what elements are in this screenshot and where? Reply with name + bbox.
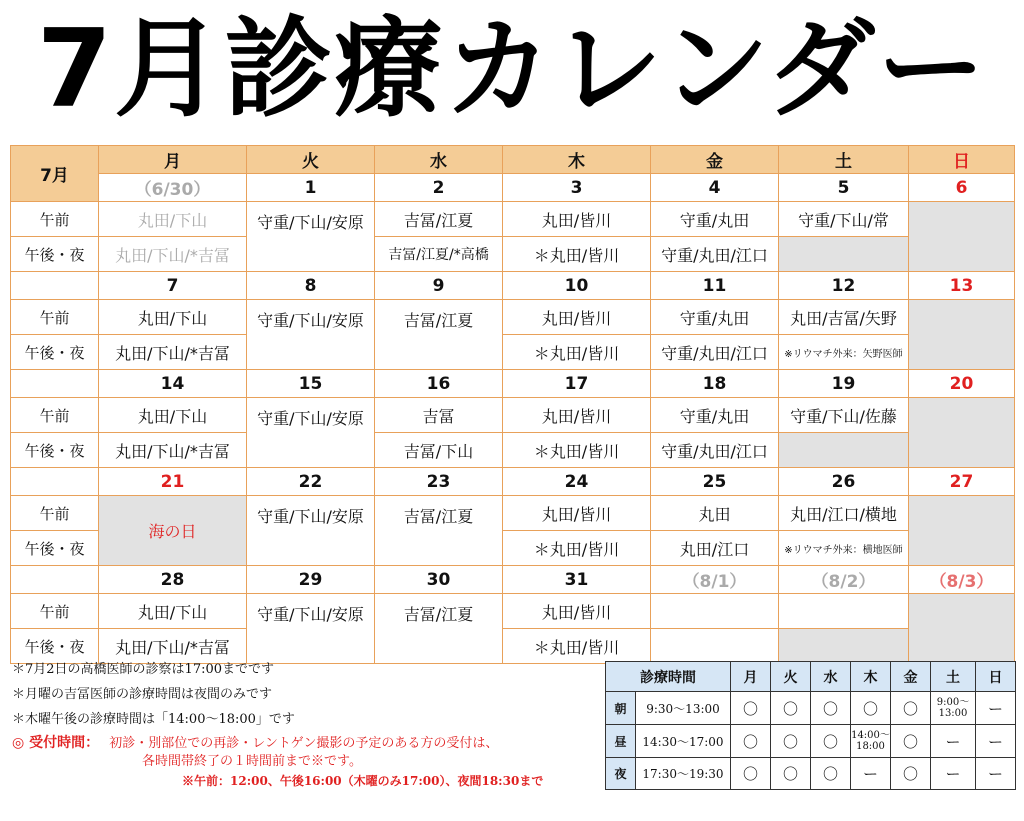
schedule-cell-pm <box>779 433 909 468</box>
schedule-cell-am: 丸田/皆川 <box>503 594 651 629</box>
hours-row <box>606 725 1016 758</box>
hours-mark: 〇 <box>731 692 771 725</box>
date-cell: （8/2） <box>779 566 909 594</box>
schedule-cell-am: 丸田/皆川 <box>503 300 651 335</box>
am-row <box>11 496 1015 531</box>
schedule-cell-am: 守重/丸田 <box>651 300 779 335</box>
schedule-cell-am: 丸田/下山 <box>99 398 247 433</box>
hours-slot: 朝 <box>606 692 636 725</box>
schedule-cell-pm <box>779 237 909 272</box>
schedule-cell-pm: ＊丸田/皆川 <box>503 531 651 566</box>
date-cell: 2 <box>375 174 503 202</box>
weekday-1: 火 <box>247 146 375 174</box>
date-cell: 22 <box>247 468 375 496</box>
schedule-cell-am <box>651 594 779 629</box>
holiday-cell: 海の日 <box>99 496 247 566</box>
date-cell: 3 <box>503 174 651 202</box>
hours-mark: 〇 <box>731 725 771 758</box>
hours-mark: 〇 <box>891 692 931 725</box>
date-cell: 12 <box>779 272 909 300</box>
date-cell: （8/1） <box>651 566 779 594</box>
date-cell: 23 <box>375 468 503 496</box>
schedule-cell-am: 丸田/皆川 <box>503 496 651 531</box>
hours-day-0: 月 <box>731 662 771 692</box>
schedule-cell-pm: 守重/丸田/江口 <box>651 237 779 272</box>
date-cell: 1 <box>247 174 375 202</box>
date-cell: 24 <box>503 468 651 496</box>
pm-label: 午後・夜 <box>11 629 99 664</box>
weekday-5: 土 <box>779 146 909 174</box>
hours-mark: 〇 <box>731 758 771 790</box>
date-cell: 19 <box>779 370 909 398</box>
schedule-cell-pm: ＊丸田/皆川 <box>503 629 651 664</box>
am-row <box>11 300 1015 335</box>
pm-row <box>11 433 1015 468</box>
schedule-cell-pm: ＊丸田/皆川 <box>503 335 651 370</box>
hours-table <box>605 661 1016 790</box>
date-row-spacer <box>11 370 99 398</box>
schedule-cell-am: 守重/下山/安原 <box>247 594 375 664</box>
schedule-cell-pm: ＊丸田/皆川 <box>503 433 651 468</box>
reception-label: ◎ 受付時間： <box>12 735 100 751</box>
date-cell: 11 <box>651 272 779 300</box>
hours-mark: ー <box>931 758 976 790</box>
note-thursday: ＊木曜午後の診療時間は「14:00～18:00」です <box>12 712 295 727</box>
date-cell: 29 <box>247 566 375 594</box>
hours-time: 17:30～19:30 <box>636 758 731 790</box>
schedule-cell-am: 丸田/皆川 <box>503 202 651 237</box>
date-cell: 28 <box>99 566 247 594</box>
date-row-spacer <box>11 566 99 594</box>
reception-block <box>12 732 498 752</box>
schedule-cell-am: 吉冨/江夏 <box>375 496 503 566</box>
month-label: 7月 <box>11 146 99 202</box>
schedule-cell-am: 守重/下山/安原 <box>247 398 375 468</box>
pm-label: 午後・夜 <box>11 335 99 370</box>
closed-cell <box>909 202 1015 272</box>
schedule-cell-pm: 吉冨/下山 <box>375 433 503 468</box>
hours-day-1: 火 <box>771 662 811 692</box>
schedule-cell-am: 吉冨/江夏 <box>375 594 503 664</box>
schedule-cell-pm: 丸田/下山/*吉冨 <box>99 335 247 370</box>
date-cell: 25 <box>651 468 779 496</box>
date-cell: 21 <box>99 468 247 496</box>
page-title: 7月診療カレンダー <box>36 7 988 132</box>
hours-mark: ー <box>931 725 976 758</box>
am-row <box>11 202 1015 237</box>
schedule-cell-am: 丸田/下山 <box>99 300 247 335</box>
hours-day-4: 金 <box>891 662 931 692</box>
hours-mark: ー <box>976 692 1016 725</box>
schedule-cell-am: 吉冨 <box>375 398 503 433</box>
date-cell: 4 <box>651 174 779 202</box>
date-cell: 8 <box>247 272 375 300</box>
schedule-cell-pm: ※リウマチ外来：横地医師 <box>779 531 909 566</box>
hours-mark: 〇 <box>771 725 811 758</box>
hours-slot: 昼 <box>606 725 636 758</box>
hours-mark: 〇 <box>771 692 811 725</box>
date-row <box>11 370 1015 398</box>
date-cell: 7 <box>99 272 247 300</box>
weekday-4: 金 <box>651 146 779 174</box>
date-cell: 18 <box>651 370 779 398</box>
date-cell: （8/3） <box>909 566 1015 594</box>
schedule-cell-am: 守重/丸田 <box>651 202 779 237</box>
date-cell: 20 <box>909 370 1015 398</box>
date-cell: 27 <box>909 468 1015 496</box>
schedule-cell-pm: 守重/丸田/江口 <box>651 433 779 468</box>
schedule-cell-pm: 丸田/江口 <box>651 531 779 566</box>
reception-line-1: 初診・別部位での再診・レントゲン撮影の予定のある方の受付は、 <box>109 736 499 751</box>
hours-day-3: 木 <box>851 662 891 692</box>
am-label: 午前 <box>11 202 99 237</box>
date-cell: 30 <box>375 566 503 594</box>
date-cell: （6/30） <box>99 174 247 202</box>
hours-time: 9:30～13:00 <box>636 692 731 725</box>
weekday-3: 木 <box>503 146 651 174</box>
schedule-cell-am: 守重/下山/安原 <box>247 496 375 566</box>
schedule-cell-pm <box>651 629 779 664</box>
closed-cell <box>909 496 1015 566</box>
schedule-cell-pm: ※リウマチ外来：矢野医師 <box>779 335 909 370</box>
weekday-0: 月 <box>99 146 247 174</box>
date-row <box>11 272 1015 300</box>
hours-mark: ー <box>976 758 1016 790</box>
reception-times: ※午前：12:00、午後16:00（木曜のみ17:00）、夜間18:30まで <box>182 774 544 788</box>
hours-mark: 〇 <box>811 758 851 790</box>
date-row-spacer <box>11 272 99 300</box>
schedule-cell-am: 丸田/江口/横地 <box>779 496 909 531</box>
am-label: 午前 <box>11 594 99 629</box>
schedule-cell-pm: 丸田/下山/*吉冨 <box>99 433 247 468</box>
am-row <box>11 594 1015 629</box>
schedule-cell-am: 吉冨/江夏 <box>375 300 503 370</box>
hours-mark: ー <box>976 725 1016 758</box>
hours-day-5: 土 <box>931 662 976 692</box>
hours-row <box>606 758 1016 790</box>
schedule-cell-am: 守重/下山/佐藤 <box>779 398 909 433</box>
hours-mark: 〇 <box>811 692 851 725</box>
date-cell: 16 <box>375 370 503 398</box>
hours-row <box>606 692 1016 725</box>
schedule-cell-am: 丸田/吉冨/矢野 <box>779 300 909 335</box>
hours-mark: 〇 <box>851 692 891 725</box>
schedule-cell-am: 守重/下山/安原 <box>247 300 375 370</box>
pm-label: 午後・夜 <box>11 433 99 468</box>
weekday-2: 水 <box>375 146 503 174</box>
schedule-cell-pm <box>779 629 909 664</box>
closed-cell <box>909 398 1015 468</box>
schedule-cell-am: 丸田/下山 <box>99 594 247 629</box>
pm-row <box>11 237 1015 272</box>
hours-mark: 14:00～18:00 <box>851 725 891 758</box>
closed-cell <box>909 594 1015 664</box>
schedule-cell-am: 吉冨/江夏 <box>375 202 503 237</box>
hours-mark: 〇 <box>771 758 811 790</box>
pm-label: 午後・夜 <box>11 531 99 566</box>
weekday-header-row <box>11 146 1015 174</box>
date-row-spacer <box>11 468 99 496</box>
pm-label: 午後・夜 <box>11 237 99 272</box>
am-row <box>11 398 1015 433</box>
date-row <box>11 468 1015 496</box>
date-cell: 6 <box>909 174 1015 202</box>
date-row <box>11 174 1015 202</box>
hours-time: 14:30～17:00 <box>636 725 731 758</box>
schedule-cell-pm: 丸田/下山/*吉冨 <box>99 629 247 664</box>
schedule-cell-am: 守重/丸田 <box>651 398 779 433</box>
schedule-cell-pm: 守重/丸田/江口 <box>651 335 779 370</box>
pm-row <box>11 335 1015 370</box>
am-label: 午前 <box>11 496 99 531</box>
weekday-6: 日 <box>909 146 1015 174</box>
calendar-table <box>10 145 1015 664</box>
hours-slot: 夜 <box>606 758 636 790</box>
schedule-cell-am: 守重/下山/常 <box>779 202 909 237</box>
note-yoshitomi: ＊月曜の吉冨医師の診療時間は夜間のみです <box>12 687 273 702</box>
schedule-cell-am: 丸田/下山 <box>99 202 247 237</box>
schedule-cell-pm: 吉冨/江夏/*高橋 <box>375 237 503 272</box>
date-cell: 14 <box>99 370 247 398</box>
schedule-cell-pm: 丸田/下山/*吉冨 <box>99 237 247 272</box>
hours-mark: 〇 <box>891 758 931 790</box>
hours-mark: 9:00～13:00 <box>931 692 976 725</box>
schedule-cell-pm: ＊丸田/皆川 <box>503 237 651 272</box>
schedule-cell-am: 守重/下山/安原 <box>247 202 375 272</box>
date-row <box>11 566 1015 594</box>
date-cell: 10 <box>503 272 651 300</box>
date-cell: 15 <box>247 370 375 398</box>
hours-mark: 〇 <box>811 725 851 758</box>
note-takahashi: ＊7月2日の高橋医師の診察は17:00までです <box>12 662 275 677</box>
schedule-cell-am: 丸田/皆川 <box>503 398 651 433</box>
schedule-cell-am: 丸田 <box>651 496 779 531</box>
hours-header-row <box>606 662 1016 692</box>
hours-day-6: 日 <box>976 662 1016 692</box>
date-cell: 17 <box>503 370 651 398</box>
date-cell: 26 <box>779 468 909 496</box>
reception-line-2: 各時間帯終了の１時間前まで※です。 <box>142 754 362 769</box>
am-label: 午前 <box>11 398 99 433</box>
closed-cell <box>909 300 1015 370</box>
date-cell: 9 <box>375 272 503 300</box>
am-label: 午前 <box>11 300 99 335</box>
date-cell: 31 <box>503 566 651 594</box>
hours-header: 診療時間 <box>606 662 731 692</box>
date-cell: 13 <box>909 272 1015 300</box>
hours-day-2: 水 <box>811 662 851 692</box>
date-cell: 5 <box>779 174 909 202</box>
schedule-cell-am <box>779 594 909 629</box>
hours-mark: 〇 <box>891 725 931 758</box>
hours-mark: ー <box>851 758 891 790</box>
